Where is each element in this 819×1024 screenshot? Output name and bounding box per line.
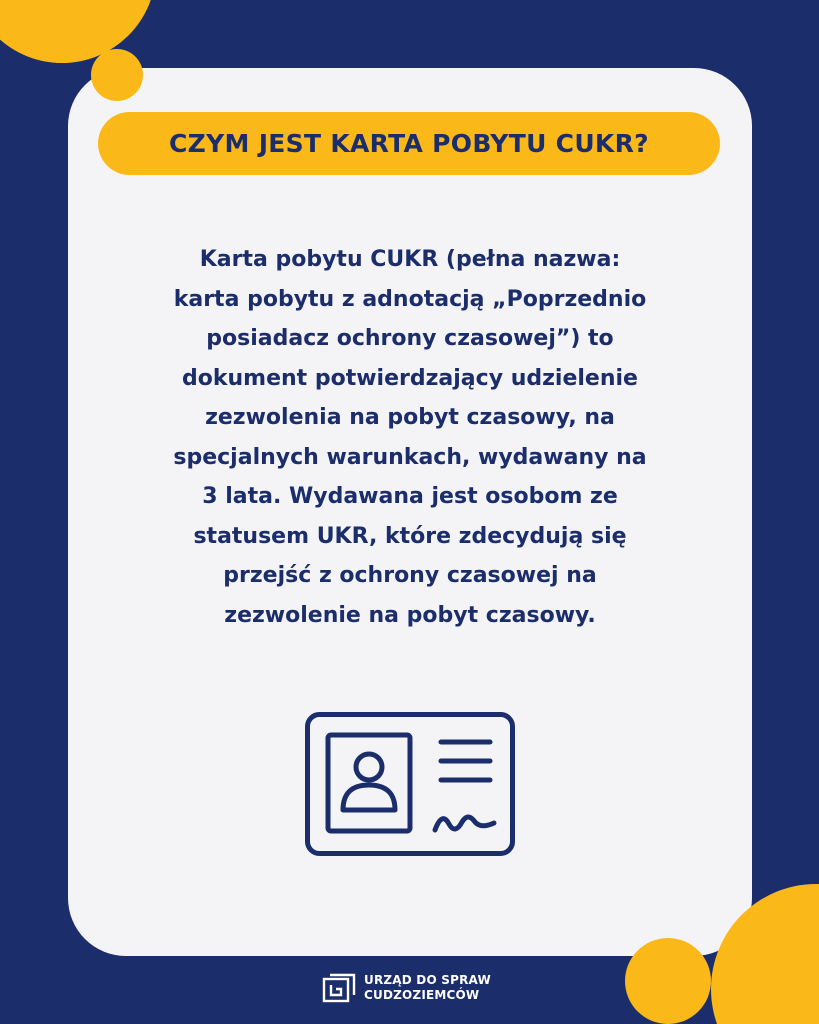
description-line: dokument potwierdzający udzielenie <box>182 365 638 391</box>
office-name-line1: URZĄD DO SPRAW <box>364 973 491 987</box>
office-name <box>364 973 491 1003</box>
description-line: statusem UKR, które zdecydują się <box>193 523 627 549</box>
office-name-line2: CUDZOZIEMCÓW <box>364 988 480 1002</box>
description-line: zezwolenia na pobyt czasowy, na <box>205 405 615 430</box>
description-line: 3 lata. Wydawana jest osobom ze <box>202 484 618 509</box>
page-title: CZYM JEST KARTA POBYTU CUKR? <box>169 129 649 158</box>
title-banner <box>98 112 720 175</box>
id-card-icon <box>304 711 516 857</box>
description-line: przejść z ochrony czasowej na <box>223 563 597 588</box>
office-logo-icon <box>322 971 356 1005</box>
footer-brand <box>322 968 491 1008</box>
description-line: specjalnych warunkach, wydawany na <box>173 444 647 470</box>
description-line: Karta pobytu CUKR (pełna nazwa: <box>199 247 621 272</box>
description-line: karta pobytu z adnotacją „Poprzednio <box>173 286 647 312</box>
decor-circle-bottom-small <box>625 938 711 1024</box>
description-line: zezwolenie na pobyt czasowy. <box>224 602 596 628</box>
description-line: posiadacz ochrony czasowej”) to <box>206 326 614 351</box>
description-text <box>110 240 710 635</box>
decor-circle-top-small <box>91 49 143 101</box>
